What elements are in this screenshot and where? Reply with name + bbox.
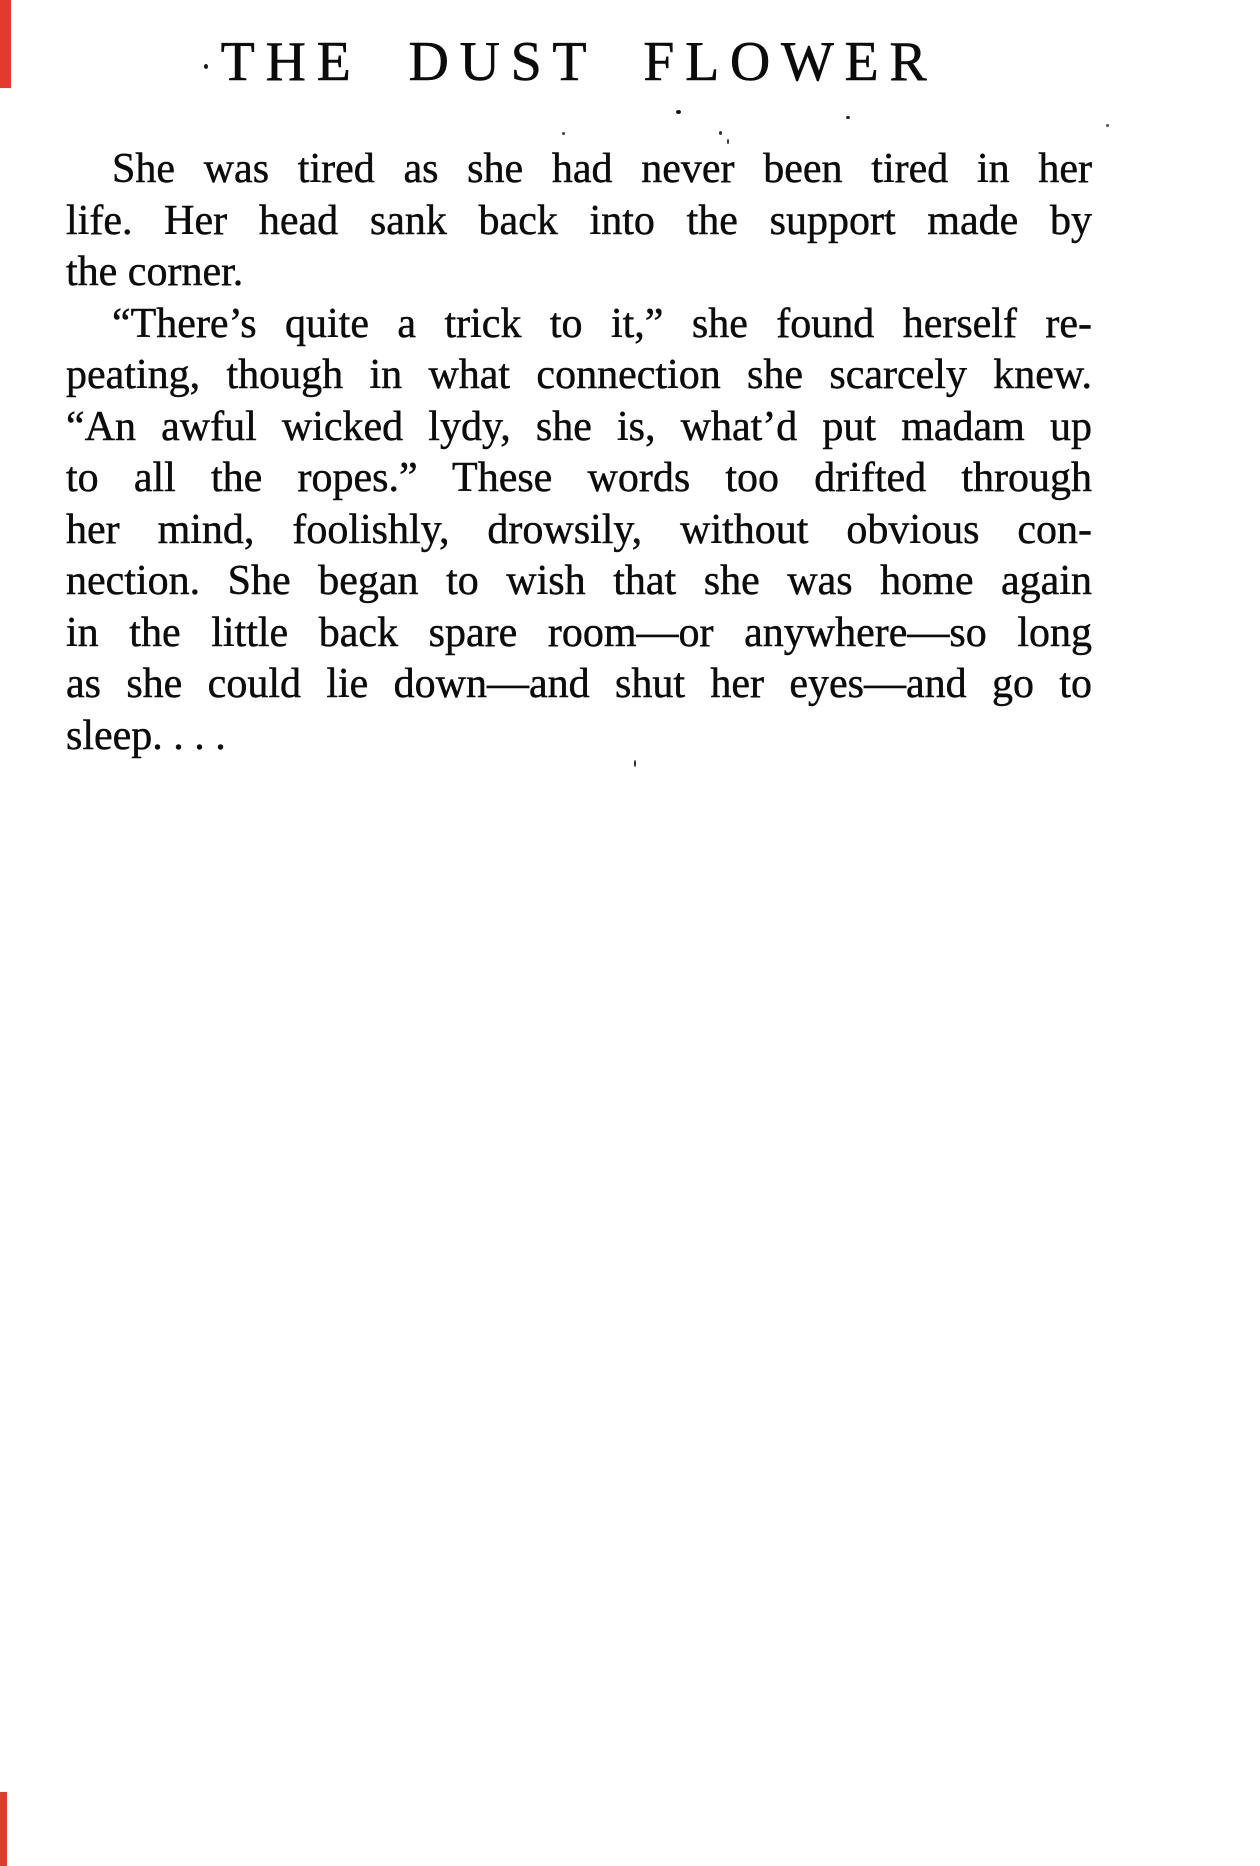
text-line: in the little back spare room—or anywhere—so long (66, 609, 1092, 656)
body-text (66, 144, 1092, 762)
text-line: life. Her head sank back into the support made by (66, 197, 1092, 244)
ink-speck (846, 116, 850, 119)
text-line: nection. She began to wish that she was home again (66, 558, 1092, 604)
ink-speck (204, 64, 208, 69)
ink-speck (634, 760, 636, 767)
ink-speck (727, 139, 729, 144)
text-line: her mind, foolishly, drowsily, without obvious con- (66, 506, 1092, 553)
scan-edge-artifact-bottom (0, 1792, 7, 1866)
text-line: sleep. . . . (66, 712, 226, 759)
text-line: “An awful wicked lydy, she is, what’d put madam up (66, 403, 1092, 450)
text-line: the corner. (66, 249, 244, 295)
ink-speck (562, 132, 565, 135)
ink-speck (676, 110, 681, 114)
ink-speck (1106, 124, 1109, 127)
scan-edge-artifact-top (0, 0, 11, 88)
ink-speck (719, 131, 722, 135)
text-line: to all the ropes.” These words too drifted through (66, 455, 1092, 501)
text-line: as she could lie down—and shut her eyes—and go to (66, 661, 1092, 707)
text-line: “There’s quite a trick to it,” she found herself re- (112, 300, 1092, 347)
text-line: She was tired as she had never been tired in her (112, 146, 1092, 192)
page-title: THE DUST FLOWER (220, 31, 938, 93)
text-line: peating, though in what connection she scarcely knew. (66, 352, 1092, 398)
